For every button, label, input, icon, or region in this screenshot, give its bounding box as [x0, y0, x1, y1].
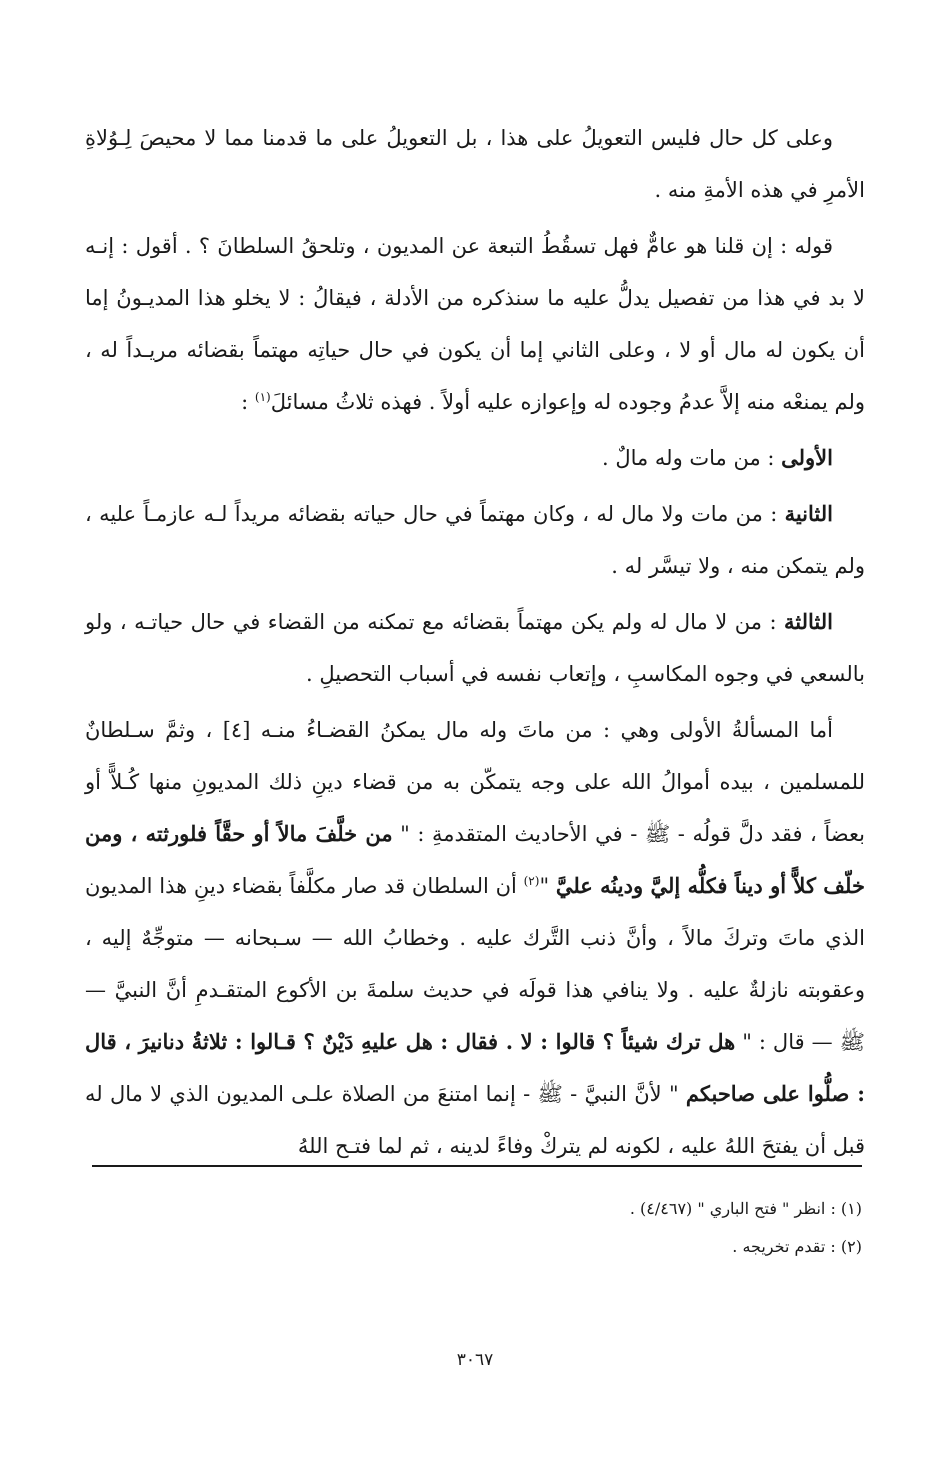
footnotes	[92, 1190, 862, 1266]
issue-1-text: : من مات وله مالٌ .	[601, 446, 782, 470]
issue-1	[85, 432, 865, 484]
issue-1-label: الأولى	[781, 445, 833, 470]
paragraph-3-part-d: " لأنَّ النبيَّ - ﷺ - إنما امتنعَ من الصلاة علـى المديون الذي لا مال له قبل أن يفتحَ اللهُ عليه ، لكونه لم يتركْ وفاءً لدينه ، ثم لما فتـح اللهُ	[85, 1082, 865, 1158]
paragraph-1-text: وعلى كل حال فليس التعويلُ على هذا ، بل التعويلُ على ما قدمنا مما لا محيصَ لِـوُلاةِ الأمرِ في هذه الأمةِ منه .	[85, 126, 865, 202]
main-text	[85, 112, 865, 1176]
issue-3	[85, 596, 865, 700]
issue-2-text: : من مات ولا مال له ، وكان مهتماً في حال حياته بقضائه مريداً لـه عازمـاً عليه ، ولم يتمكن منه ، ولا تيسَّر له .	[85, 502, 865, 578]
hadith-quote-1: من خلَّفَ مالاً أو حقَّاً فلورثته ، ومن خلّف كلاًّ أو ديناً فكلُّه إليَّ ودينُه عليَّ	[85, 821, 865, 898]
footnote-1: (١) : انظر " فتح الباري " (٤/٤٦٧) .	[629, 1199, 862, 1218]
issue-2	[85, 488, 865, 592]
paragraph-1	[85, 112, 865, 216]
paragraph-2-end: :	[241, 390, 255, 414]
paragraph-2-text: قوله : إن قلنا هو عامٌّ فهل تسقُطُ التبعة عن المديون ، وتلحقُ السلطانَ ؟ . أقول : إنـه لا بد في هذا من تفصيل يدلُّ عليه ما سنذكره من الأدلة ، فيقالُ : لا يخلو هذا المديـونُ إما أن يكون له مال أو لا ، وعلى الثاني إما أن يكون في حال حياتِه مهتماً بقضائه مريـداً له ، ولم يمنعْه منه إلاَّ عدمُ وجوده له وإعوازه عليه أولاً . فهذه ثلاثُ مسائلَ	[85, 234, 865, 414]
issue-3-label: الثالثة	[784, 609, 833, 634]
page-number: ٣٠٦٧	[456, 1350, 494, 1370]
paragraph-2	[85, 220, 865, 428]
paragraph-3	[85, 704, 865, 1172]
paragraph-3-part-a: أما المسألةُ الأولى وهي : من ماتَ وله مال يمكنُ القضـاءُ منـه [٤] ، وثمَّ سـلطانٌ للمسلمين ، بيده أموالُ الله على وجه يتمكّن به من قضاء دينِ ذلك المديونِ منها كُـلاًّ أو بعضاً ، فقد دلَّ قولُه - ﷺ - في الأحاديث المتقدمةِ : "	[85, 718, 865, 846]
footnote-ref-2[interactable]: (٢)	[523, 874, 540, 888]
hadith-quote-2: هل ترك شيئاً ؟ قالوا : لا . فقال : هل عليهِ دَيْنٌ ؟ قـالوا : ثلاثةُ دنانيرَ ، قال : صلُّوا على صاحبكم	[85, 1029, 866, 1106]
paragraph-3-part-c: أن السلطان قد صار مكلَّفاً بقضاء دينِ هذا المديون الذي ماتَ وتركَ مالاً ، وأنَّ ذنب التَّرك عليه . وخطابُ الله — سـبحانه — متوجِّهٌ إليه ، وعقوبته نازلةٌ عليه . ولا ينافي هذا قولَه في حديث سلمةَ بن الأكوع المتقـدمِ أنَّ النبيَّ — ﷺ — قال : "	[85, 874, 865, 1054]
quote-close: "	[539, 874, 556, 898]
footnote-divider	[92, 1165, 862, 1167]
issue-3-text: : من لا مال له ولم يكن مهتماً بقضائه مع تمكنه من القضاء في حال حياتـه ، ولو بالسعي في وجوه المكاسبِ ، وإتعاب نفسه في أسباب التحصيلِ .	[85, 610, 865, 686]
footnote-2: (٢) : تقدم تخريجه .	[732, 1237, 862, 1256]
issue-2-label: الثانية	[784, 501, 833, 526]
footnote-ref-1[interactable]: (١)	[254, 390, 271, 404]
